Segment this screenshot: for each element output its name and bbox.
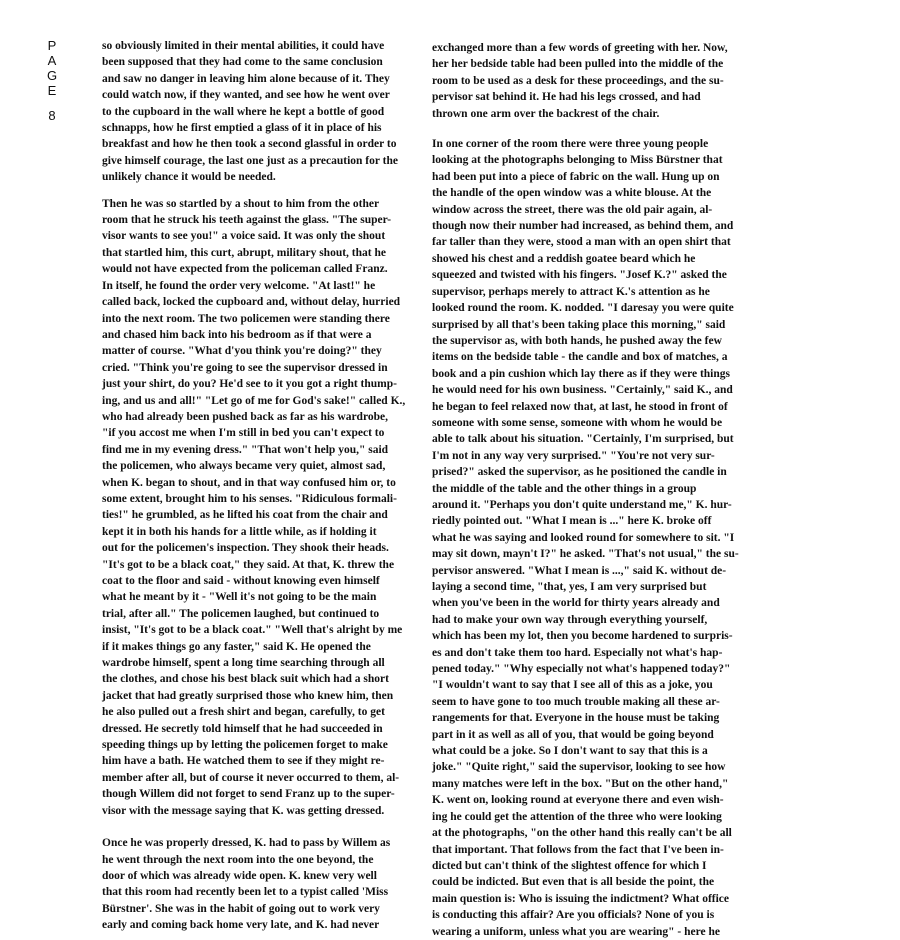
text-line: that this room had recently been let to a typist called 'Miss [102, 886, 389, 899]
text-line: he went through the next room into the one beyond, the [102, 853, 374, 866]
text-line: K. went on, looking round at everyone there and even wish- [432, 794, 724, 807]
text-line: out for the policemen's inspection. They shook their heads. [102, 542, 389, 555]
text-line: her her bedside table had been pulled into the middle of the [432, 58, 724, 71]
text-line: he also pulled out a fresh shirt and began, carefully, to get [102, 706, 385, 719]
text-line: "if you accost me when I'm still in bed you can't expect to [102, 427, 385, 440]
paragraph [432, 40, 780, 122]
paragraph [102, 38, 402, 186]
text-line: pened today." "Why especially not what's happened today?" [432, 663, 731, 676]
text-line: him have a bath. He watched them to see if they might re- [102, 755, 385, 768]
text-line: the clothes, and chose his best black suit which had a short [102, 673, 389, 686]
text-line: to the cupboard in the wall where he kept a bottle of good [102, 105, 385, 118]
text-line: may sit down, mayn't I?" he asked. "That's not usual," the su- [432, 548, 739, 561]
text-line: had been put into a piece of fabric on the wall. Hung up on [432, 170, 720, 183]
text-line: kept it in both his hands for a little while, as if holding it [102, 525, 377, 538]
text-line: early and coming back home very late, and K. had never [102, 919, 380, 932]
text-line: around it. "Perhaps you don't quite understand me," K. hur- [432, 498, 732, 511]
text-line: member after all, but of course it never occurred to them, al- [102, 771, 400, 784]
text-line: been supposed that they had come to the same conclusion [102, 56, 383, 69]
text-line: though now their number had increased, as behind them, and [432, 220, 734, 233]
text-line: room to be used as a desk for these proceedings, and the su- [432, 74, 724, 87]
text-line: which has been my lot, then you become hardened to surpris- [432, 630, 733, 643]
text-line: rangements for that. Everyone in the house must be taking [432, 712, 720, 725]
text-line: visor wants to see you!" a voice said. It was only the shout [102, 230, 386, 243]
text-line: what could be a joke. So I don't want to say that this is a [432, 745, 708, 758]
text-line: insist, "It's got to be a black coat." "Well that's alright by me [102, 624, 403, 637]
text-line: he would need for his own business. "Certainly," said K., and [432, 384, 733, 397]
text-line: dicted but can't think of the slightest offence for which I [432, 859, 707, 872]
text-line: would not have expected from the policeman called Franz. [102, 263, 388, 276]
text-line: give himself courage, the last one just as a precaution for the [102, 154, 398, 167]
text-line: what he meant by it - "Well it's not going to be the main [102, 591, 377, 604]
text-line: at the photographs, "on the other hand this really can't be all [432, 827, 732, 840]
text-line: "I wouldn't want to say that I see all of this as a joke, you [432, 679, 713, 692]
text-line: the handle of the open window was a white blouse. At the [432, 187, 712, 200]
paragraph [102, 196, 406, 819]
text-line: Bürstner'. She was in the habit of going out to work very [102, 902, 380, 915]
text-line: seem to have gone to too much trouble making all these ar- [432, 695, 720, 708]
text-line: es and don't take them too hard. Especially not what's hap- [432, 646, 723, 659]
text-line: Once he was properly dressed, K. had to pass by Willem as [102, 837, 391, 850]
page-label-letter: P [47, 38, 57, 53]
text-line: had to make your own way through everything yourself, [432, 613, 708, 626]
text-line: he began to feel relaxed now that, at last, he stood in front of [432, 400, 728, 413]
text-line: thrown one arm over the backrest of the chair. [432, 107, 660, 120]
text-line: could be indicted. But even that is all beside the point, the [432, 876, 715, 889]
page-label [42, 38, 62, 123]
text-line: and saw no danger in leaving him alone because of it. They [102, 72, 390, 85]
text-line: matter of course. "What d'you think you're doing?" they [102, 345, 382, 358]
text-line: door of which was already wide open. K. knew very well [102, 869, 377, 882]
text-line: could watch now, if they wanted, and see how he went over [102, 89, 390, 102]
text-line: items on the bedside table - the candle and box of matches, a [432, 351, 728, 364]
text-line: breakfast and how he then took a second glassful in order to [102, 138, 397, 151]
text-line: schnapps, how he first emptied a glass of it in place of his [102, 122, 382, 135]
text-line: someone with some sense, someone with whom he would be [432, 416, 723, 429]
text-line: pervisor answered. "What I mean is ...," said K. without de- [432, 564, 727, 577]
text-line: cried. "Think you're going to see the supervisor dressed in [102, 361, 388, 374]
text-line: In itself, he found the order very welcome. "At last!" he [102, 279, 376, 292]
text-line: squeezed and twisted with his fingers. "Josef K.?" asked the [432, 269, 727, 282]
text-line: exchanged more than a few words of greeting with her. Now, [432, 42, 728, 54]
text-line: who had already been pushed back as far as his wardrobe, [102, 410, 388, 423]
text-line: pervisor sat behind it. He had his legs crossed, and had [432, 91, 701, 104]
text-line: joke." "Quite right," said the supervisor, looking to see how [432, 761, 726, 774]
text-line: coat to the floor and said - without knowing even himself [102, 575, 380, 587]
page-label-letter: G [46, 68, 58, 83]
text-line: part in it as well as all of you, that would be going beyond [432, 728, 714, 741]
text-line: able to talk about his situation. "Certainly, I'm surprised, but [432, 433, 734, 446]
page-number: 8 [48, 108, 56, 123]
text-line: room that he struck his teeth against the glass. "The super- [102, 214, 392, 227]
text-line: the middle of the table and the other things in a group [432, 482, 697, 495]
text-line: jacket that had greatly surprised those who knew him, then [102, 689, 394, 702]
text-line: that startled him, this curt, abrupt, military shout, that he [102, 246, 386, 259]
text-line: that important. That follows from the fact that I've been in- [432, 843, 724, 856]
text-line: find me in my evening dress." "That won't help you," said [102, 443, 389, 456]
text-line: called back, locked the cupboard and, without delay, hurried [102, 296, 401, 309]
text-line: Then he was so startled by a shout to him from the other [102, 197, 380, 210]
text-line: some extent, brought him to his senses. "Ridiculous formali- [102, 492, 397, 505]
text-line: when K. began to shout, and in that way confused him or, to [102, 476, 396, 489]
text-line: book and a pin cushion which lay there as if they were things [432, 367, 730, 380]
text-line: just your shirt, do you? He'd see to it you got a right thump- [102, 378, 397, 391]
text-line: trial, after all." The policemen laughed, but continued to [102, 607, 380, 620]
text-line: showed his chest and a reddish goatee beard which he [432, 252, 696, 265]
page-label-letter: A [47, 53, 57, 68]
paragraph [432, 136, 780, 940]
text-line: In one corner of the room there were three young people [432, 138, 709, 151]
text-line: dressed. He secretly told himself that he had succeeded in [102, 722, 383, 735]
text-line: visor with the message saying that K. was getting dressed. [102, 804, 385, 817]
text-line: many matches were left in the box. "But on the other hand," [432, 777, 729, 790]
text-line: looked round the room. K. nodded. "I daresay you were quite [432, 302, 734, 315]
left-text-column [102, 38, 406, 934]
text-line: "It's got to be a black coat," they said. At that, K. threw the [102, 558, 395, 571]
text-line: into the next room. The two policemen were standing there [102, 312, 390, 325]
paragraph [102, 835, 402, 933]
text-line: when you've been in the world for thirty years already and [432, 597, 720, 610]
text-line: I'm not in any way very surprised." "You're not very sur- [432, 449, 715, 462]
text-line: the policemen, who always became very quiet, almost sad, [102, 460, 386, 473]
text-line: the supervisor as, with both hands, he pushed away the few [432, 334, 722, 347]
text-line: far taller than they were, stood a man with an open shirt that [432, 236, 731, 249]
text-line: supervisor, perhaps merely to attract K.'s attention as he [432, 285, 710, 298]
text-line: ing, and us and all!" "Let go of me for God's sake!" called K., [102, 394, 406, 407]
text-line: riedly pointed out. "What I mean is ..." here K. broke off [432, 515, 712, 528]
text-line: ing he could get the attention of the three who were looking [432, 810, 722, 823]
right-text-column [432, 40, 780, 940]
text-line: prised?" asked the supervisor, as he positioned the candle in [432, 466, 727, 479]
text-line: surprised by all that's been taking place this morning," said [432, 318, 726, 331]
page-label-word [42, 38, 62, 98]
text-line: window across the street, there was the old pair again, al- [432, 203, 713, 216]
text-line: looking at the photographs belonging to Miss Bürstner that [432, 154, 723, 167]
text-line: unlikely chance it would be needed. [102, 171, 276, 184]
text-line: wearing a uniform, unless what you are wearing" - here he [432, 925, 721, 938]
text-line: ties!" he grumbled, as he lifted his coat from the chair and [102, 509, 388, 522]
page-label-letter: E [47, 83, 57, 98]
text-line: main question is: Who is issuing the indictment? What office [432, 892, 730, 905]
text-line: and chased him back into his bedroom as if that were a [102, 328, 372, 341]
text-line: speeding things up by letting the policemen forget to make [102, 739, 388, 752]
text-line: what he was saying and looked round for somewhere to sit. "I [432, 531, 735, 544]
text-line: if it makes things go any faster," said K. He opened the [102, 640, 371, 653]
text-line: though Willem did not forget to send Franz up to the super- [102, 788, 395, 801]
text-line: wardrobe himself, spent a long time searching through all [102, 657, 385, 670]
text-line: laying a second time, "that, yes, I am very surprised but [432, 581, 707, 593]
text-line: is conducting this affair? Are you officials? None of you is [432, 909, 715, 922]
text-line: so obviously limited in their mental abilities, it could have [102, 40, 385, 52]
